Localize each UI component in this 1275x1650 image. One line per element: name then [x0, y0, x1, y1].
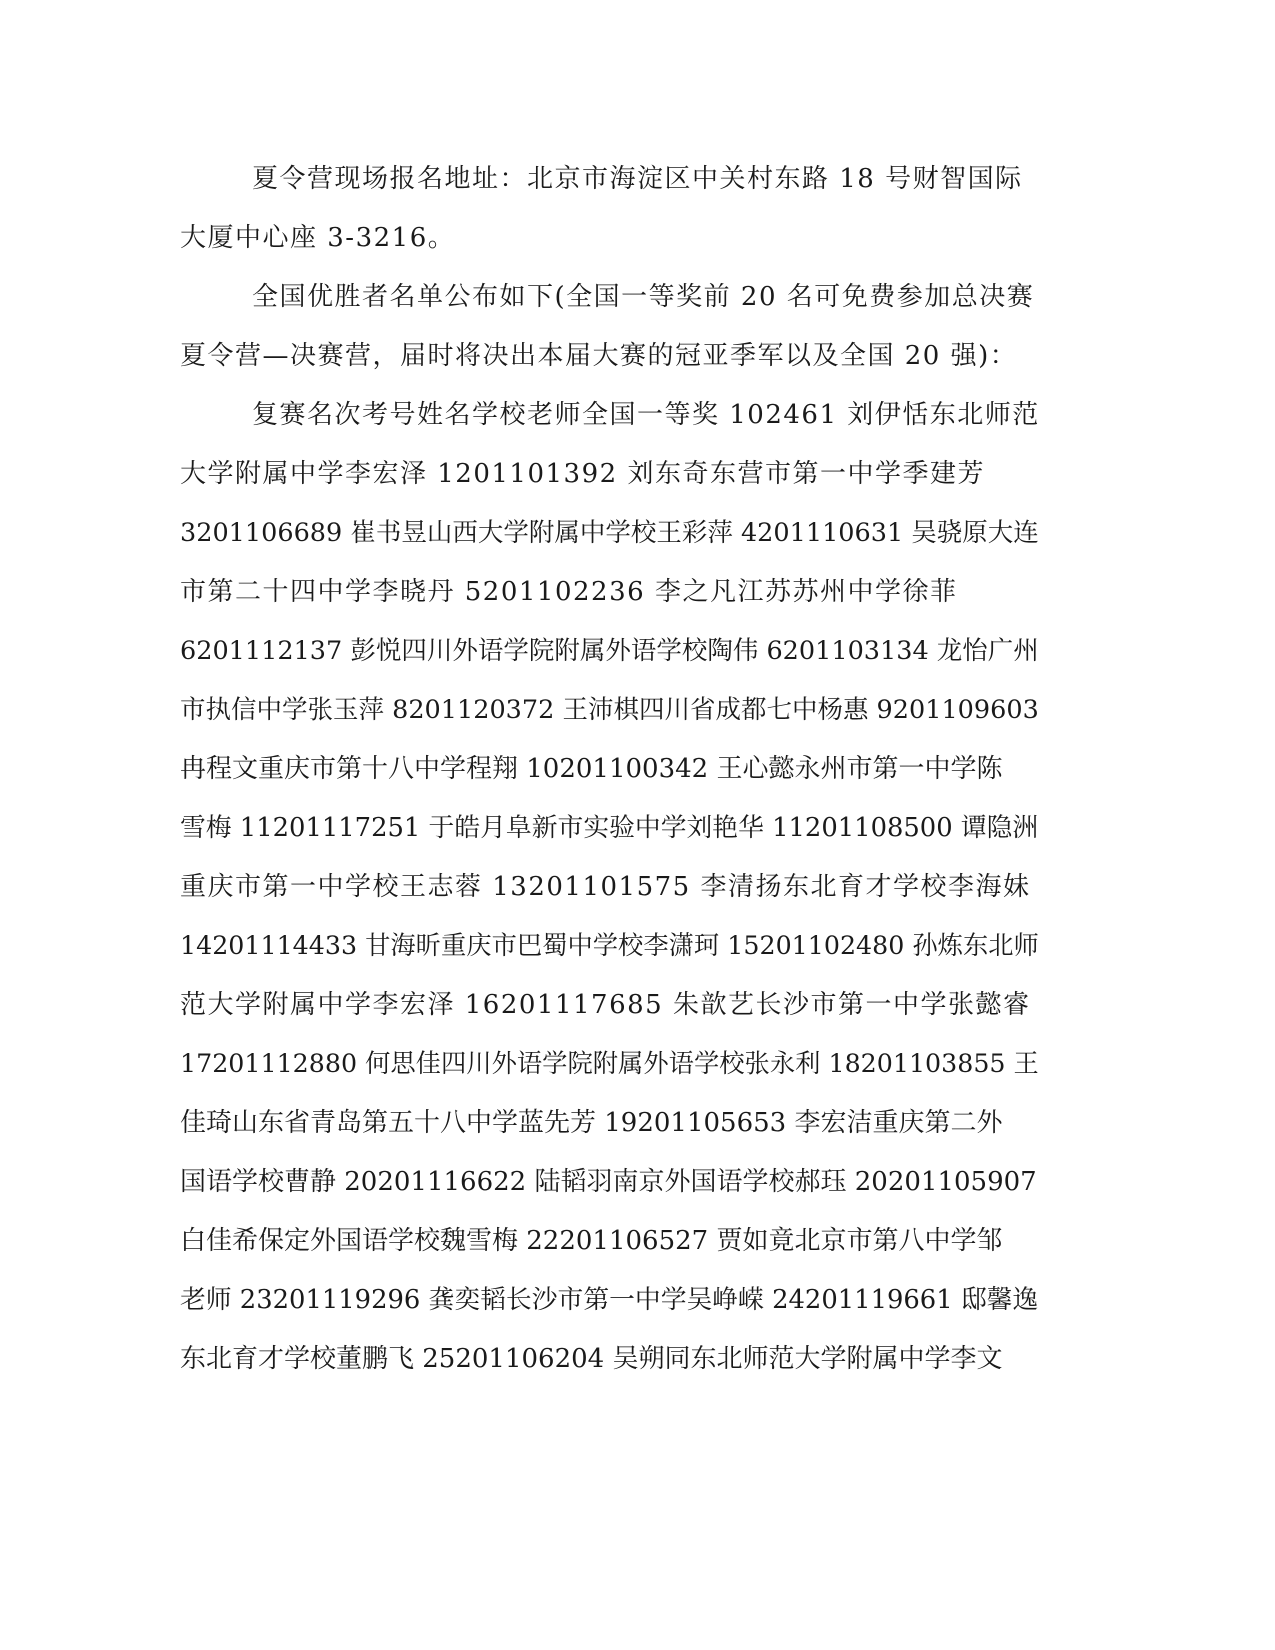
- paragraph-2-line-2: 夏令营—决赛营，届时将决出本届大赛的冠亚季军以及全国 20 强)：: [180, 341, 1018, 371]
- paragraph-1-line-1: 夏令营现场报名地址：北京市海淀区中关村东路 18 号财智国际: [252, 164, 1023, 194]
- paragraph-3-line-2: 大学附属中学李宏泽 1201101392 刘东奇东营市第一中学季建芳: [180, 459, 985, 489]
- paragraph-3-line-3: 3201106689 崔书昱山西大学附属中学校王彩萍 4201110631 吴骁原大连: [180, 518, 1039, 548]
- paragraph-3-line-1: 复赛名次考号姓名学校老师全国一等奖 102461 刘伊恬东北师范: [252, 400, 1040, 430]
- paragraph-3-line-5: 6201112137 彭悦四川外语学院附属外语学校陶伟 6201103134 龙怡广州: [180, 636, 1039, 666]
- paragraph-3-line-16: 老师 23201119296 龚奕韬长沙市第一中学吴峥嵘 24201119661 邸馨逸: [180, 1285, 1039, 1315]
- paragraph-3-line-11: 范大学附属中学李宏泽 16201117685 朱歆艺长沙市第一中学张懿睿: [180, 990, 1031, 1020]
- paragraph-3-line-13: 佳琦山东省青岛第五十八中学蓝先芳 19201105653 李宏洁重庆第二外: [180, 1108, 1003, 1138]
- paragraph-3-line-9: 重庆市第一中学校王志蓉 13201101575 李清扬东北育才学校李海妹: [180, 872, 1031, 902]
- paragraph-1-line-2: 大厦中心座 3-3216。: [180, 223, 456, 253]
- paragraph-3-line-12: 17201112880 何思佳四川外语学院附属外语学校张永利 18201103855 王: [180, 1049, 1039, 1078]
- paragraph-2-line-1: 全国优胜者名单公布如下(全国一等奖前 20 名可免费参加总决赛: [252, 282, 1035, 312]
- paragraph-3-line-10: 14201114433 甘海昕重庆市巴蜀中学校李潇珂 15201102480 孙炼东北师: [180, 931, 1039, 960]
- paragraph-3-line-14: 国语学校曹静 20201116622 陆韬羽南京外国语学校郝珏 20201105907: [180, 1167, 1037, 1197]
- paragraph-3-line-7: 冉程文重庆市第十八中学程翔 10201100342 王心懿永州市第一中学陈: [180, 754, 1003, 784]
- paragraph-3-line-15: 白佳希保定外国语学校魏雪梅 22201106527 贾如竟北京市第八中学邹: [180, 1226, 1003, 1256]
- paragraph-3-line-17: 东北育才学校董鹏飞 25201106204 吴朔同东北师范大学附属中学李文: [180, 1344, 1003, 1374]
- paragraph-3-line-8: 雪梅 11201117251 于皓月阜新市实验中学刘艳华 11201108500 谭隐洲: [180, 813, 1039, 843]
- paragraph-3-line-6: 市执信中学张玉萍 8201120372 王沛棋四川省成都七中杨惠 9201109603: [180, 695, 1039, 725]
- paragraph-3-line-4: 市第二十四中学李晓丹 5201102236 李之凡江苏苏州中学徐菲: [180, 577, 958, 607]
